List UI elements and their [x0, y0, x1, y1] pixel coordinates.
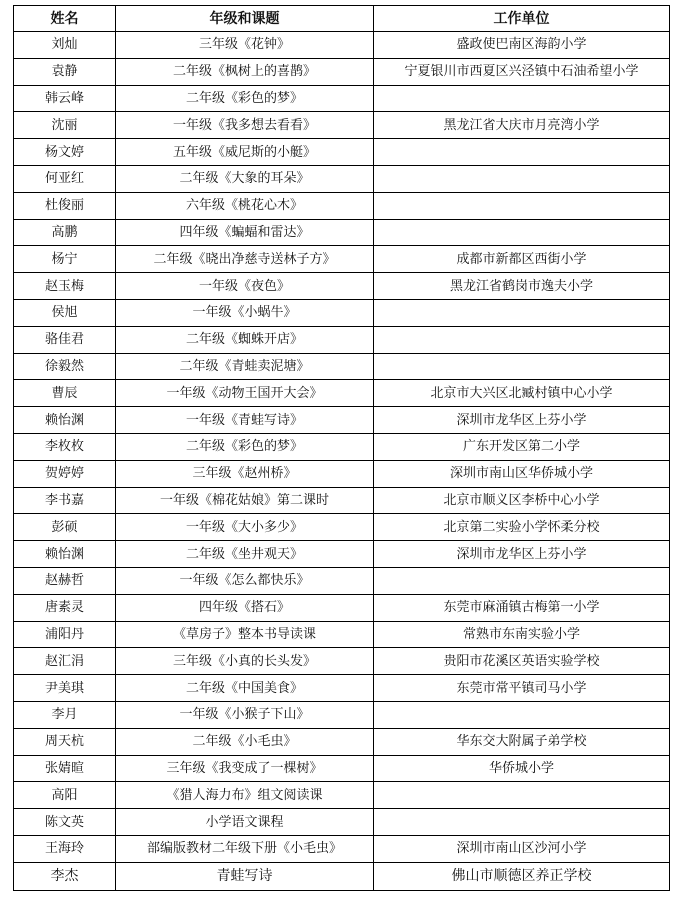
cell-org: 北京市顺义区李桥中心小学 — [374, 487, 670, 514]
cell-org — [374, 353, 670, 380]
cell-org: 东莞市麻涌镇古梅第一小学 — [374, 594, 670, 621]
table-row — [14, 541, 670, 568]
cell-org: 北京第二实验小学怀柔分校 — [374, 514, 670, 541]
cell-org — [374, 192, 670, 219]
table-row — [14, 594, 670, 621]
cell-name: 沈丽 — [14, 112, 116, 139]
cell-org: 华侨城小学 — [374, 755, 670, 782]
cell-course: 一年级《大小多少》 — [116, 514, 374, 541]
table-row — [14, 675, 670, 702]
cell-name: 赵玉梅 — [14, 273, 116, 300]
cell-org: 成都市新都区西街小学 — [374, 246, 670, 273]
cell-name: 高鹏 — [14, 219, 116, 246]
cell-course: 二年级《中国美食》 — [116, 675, 374, 702]
table-row — [14, 246, 670, 273]
cell-name: 彭硕 — [14, 514, 116, 541]
cell-name: 高阳 — [14, 782, 116, 809]
table-row — [14, 407, 670, 434]
cell-course: 《草房子》整本书导读课 — [116, 621, 374, 648]
cell-course: 一年级《夜色》 — [116, 273, 374, 300]
table-row — [14, 648, 670, 675]
cell-name: 张婧暄 — [14, 755, 116, 782]
cell-course: 一年级《棉花姑娘》第二课时 — [116, 487, 374, 514]
teacher-course-table — [13, 5, 670, 891]
cell-org — [374, 219, 670, 246]
cell-org: 宁夏银川市西夏区兴泾镇中石油希望小学 — [374, 58, 670, 85]
cell-name: 杨文婷 — [14, 139, 116, 166]
cell-org: 佛山市顺德区养正学校 — [374, 862, 670, 890]
table-row — [14, 514, 670, 541]
cell-org — [374, 701, 670, 728]
cell-course: 青蛙写诗 — [116, 862, 374, 890]
table-row — [14, 621, 670, 648]
table-row — [14, 58, 670, 85]
cell-name: 李枚枚 — [14, 433, 116, 460]
cell-course: 六年级《桃花心木》 — [116, 192, 374, 219]
table-row — [14, 433, 670, 460]
cell-name: 曹辰 — [14, 380, 116, 407]
table-row — [14, 326, 670, 353]
cell-name: 袁静 — [14, 58, 116, 85]
cell-name: 杜俊丽 — [14, 192, 116, 219]
cell-name: 韩云峰 — [14, 85, 116, 112]
cell-org: 常熟市东南实验小学 — [374, 621, 670, 648]
cell-course: 《猎人海力布》组文阅读课 — [116, 782, 374, 809]
table-row — [14, 487, 670, 514]
cell-name: 李书嘉 — [14, 487, 116, 514]
cell-name: 王海玲 — [14, 835, 116, 862]
cell-org — [374, 165, 670, 192]
cell-name: 唐素灵 — [14, 594, 116, 621]
cell-course: 三年级《花钟》 — [116, 32, 374, 59]
cell-name: 贺婷婷 — [14, 460, 116, 487]
cell-course: 五年级《威尼斯的小艇》 — [116, 139, 374, 166]
cell-name: 赵赫哲 — [14, 567, 116, 594]
cell-course: 四年级《蝙蝠和雷达》 — [116, 219, 374, 246]
cell-course: 一年级《我多想去看看》 — [116, 112, 374, 139]
cell-course: 一年级《动物王国开大会》 — [116, 380, 374, 407]
cell-name: 赖怡渊 — [14, 541, 116, 568]
cell-org: 东莞市常平镇司马小学 — [374, 675, 670, 702]
cell-org: 深圳市南山区华侨城小学 — [374, 460, 670, 487]
cell-name: 侯旭 — [14, 299, 116, 326]
cell-name: 尹美琪 — [14, 675, 116, 702]
cell-course: 四年级《搭石》 — [116, 594, 374, 621]
cell-name: 徐毅然 — [14, 353, 116, 380]
cell-course: 二年级《青蛙卖泥塘》 — [116, 353, 374, 380]
table-row — [14, 139, 670, 166]
cell-org — [374, 139, 670, 166]
cell-course: 三年级《我变成了一棵树》 — [116, 755, 374, 782]
cell-name: 浦阳丹 — [14, 621, 116, 648]
cell-course: 二年级《蜘蛛开店》 — [116, 326, 374, 353]
cell-org: 黑龙江省大庆市月亮湾小学 — [374, 112, 670, 139]
cell-org — [374, 85, 670, 112]
cell-org: 深圳市龙华区上芬小学 — [374, 541, 670, 568]
cell-org: 深圳市龙华区上芬小学 — [374, 407, 670, 434]
cell-course: 二年级《枫树上的喜鹊》 — [116, 58, 374, 85]
teacher-course-sheet — [13, 5, 670, 891]
cell-org — [374, 809, 670, 836]
cell-org: 盛政使巴南区海韵小学 — [374, 32, 670, 59]
cell-name: 赖怡渊 — [14, 407, 116, 434]
cell-org: 深圳市南山区沙河小学 — [374, 835, 670, 862]
cell-name: 何亚红 — [14, 165, 116, 192]
table-row — [14, 273, 670, 300]
cell-course: 部编版教材二年级下册《小毛虫》 — [116, 835, 374, 862]
cell-course: 三年级《小真的长头发》 — [116, 648, 374, 675]
header-org: 工作单位 — [374, 6, 670, 32]
table-row — [14, 219, 670, 246]
cell-name: 赵汇涓 — [14, 648, 116, 675]
table-row — [14, 460, 670, 487]
cell-course: 小学语文课程 — [116, 809, 374, 836]
cell-name: 刘灿 — [14, 32, 116, 59]
cell-org: 华东交大附属子弟学校 — [374, 728, 670, 755]
cell-org — [374, 326, 670, 353]
cell-name: 陈文英 — [14, 809, 116, 836]
cell-course: 二年级《彩色的梦》 — [116, 85, 374, 112]
header-name: 姓名 — [14, 6, 116, 32]
cell-name: 李杰 — [14, 862, 116, 890]
table-row — [14, 299, 670, 326]
table-row — [14, 701, 670, 728]
table-body — [14, 32, 670, 891]
cell-course: 二年级《坐井观天》 — [116, 541, 374, 568]
table-row — [14, 728, 670, 755]
table-row — [14, 192, 670, 219]
table-row — [14, 112, 670, 139]
table-row — [14, 782, 670, 809]
header-row — [14, 6, 670, 32]
cell-course: 二年级《大象的耳朵》 — [116, 165, 374, 192]
cell-course: 二年级《彩色的梦》 — [116, 433, 374, 460]
cell-org: 北京市大兴区北臧村镇中心小学 — [374, 380, 670, 407]
cell-course: 二年级《晓出净慈寺送林子方》 — [116, 246, 374, 273]
cell-course: 一年级《怎么都快乐》 — [116, 567, 374, 594]
cell-org — [374, 299, 670, 326]
cell-course: 一年级《青蛙写诗》 — [116, 407, 374, 434]
cell-course: 二年级《小毛虫》 — [116, 728, 374, 755]
cell-course: 一年级《小猴子下山》 — [116, 701, 374, 728]
table-row — [14, 862, 670, 890]
table-row — [14, 353, 670, 380]
table-row — [14, 567, 670, 594]
table-row — [14, 32, 670, 59]
cell-name: 李月 — [14, 701, 116, 728]
header-course: 年级和课题 — [116, 6, 374, 32]
table-header — [14, 6, 670, 32]
table-row — [14, 835, 670, 862]
table-row — [14, 85, 670, 112]
cell-org: 贵阳市花溪区英语实验学校 — [374, 648, 670, 675]
table-row — [14, 165, 670, 192]
table-row — [14, 380, 670, 407]
cell-org — [374, 567, 670, 594]
cell-course: 三年级《赵州桥》 — [116, 460, 374, 487]
cell-org: 黑龙江省鹤岗市逸夫小学 — [374, 273, 670, 300]
cell-name: 杨宁 — [14, 246, 116, 273]
cell-course: 一年级《小蜗牛》 — [116, 299, 374, 326]
table-row — [14, 809, 670, 836]
cell-org: 广东开发区第二小学 — [374, 433, 670, 460]
cell-name: 骆佳君 — [14, 326, 116, 353]
cell-org — [374, 782, 670, 809]
table-row — [14, 755, 670, 782]
cell-name: 周天杭 — [14, 728, 116, 755]
